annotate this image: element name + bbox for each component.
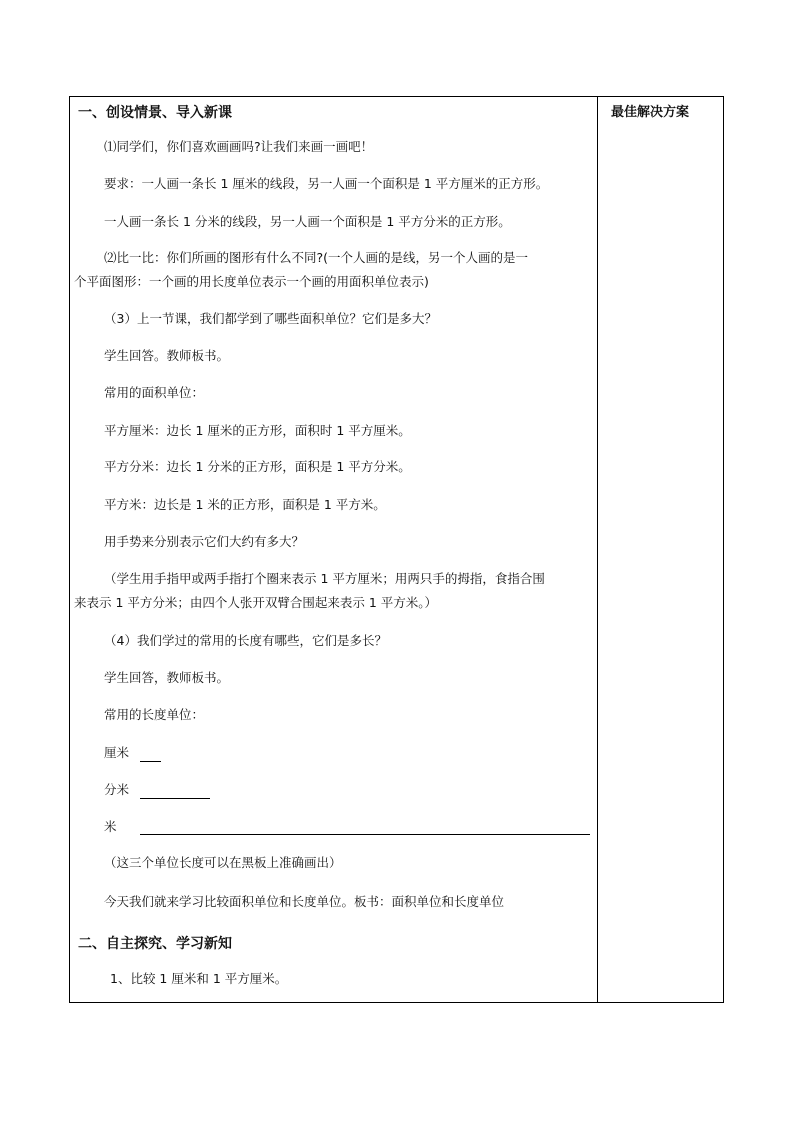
paragraph: 学生回答。教师板书。	[104, 348, 230, 363]
paragraph: （4）我们学过的常用的长度有哪些，它们是多长？	[104, 633, 387, 648]
paragraph: 常用的面积单位：	[104, 385, 205, 400]
lesson-table	[69, 96, 724, 1003]
paragraph: 今天我们就来学习比较面积单位和长度单位。板书：面积单位和长度单位	[104, 894, 505, 909]
unit-label-dm: 分米	[104, 782, 130, 797]
column-divider	[597, 97, 598, 1002]
paragraph: （这三个单位长度可以在黑板上准确画出）	[104, 855, 342, 870]
paragraph: 来表示 1 平方分米；由四个人张开双臂合围起来表示 1 平方米。）	[74, 595, 438, 610]
paragraph: 平方分米：边长 1 分米的正方形，面积是 1 平方分米。	[104, 459, 411, 474]
paragraph: 个平面图形：一个画的用长度单位表示一个画的用面积单位表示)	[74, 274, 429, 289]
section1-heading: 一、创设情景、导入新课	[78, 105, 232, 121]
paragraph: 用手势来分别表示它们大约有多大？	[104, 534, 305, 549]
section2-heading: 二、自主探究、学习新知	[78, 936, 232, 952]
unit-label-m: 米	[104, 819, 117, 834]
paragraph: 学生回答，教师板书。	[104, 670, 230, 685]
length-line-m	[140, 834, 590, 835]
side-column-title: 最佳解决方案	[611, 105, 690, 120]
paragraph: 常用的长度单位：	[104, 707, 205, 722]
paragraph: （学生用手指甲或两手指打个圈来表示 1 平方厘米；用两只手的拇指，食指合围	[104, 571, 545, 586]
length-line-cm	[140, 761, 161, 762]
paragraph: 平方厘米：边长 1 厘米的正方形，面积时 1 平方厘米。	[104, 423, 411, 438]
length-line-dm	[140, 798, 210, 799]
paragraph: ⑴同学们，你们喜欢画画吗?让我们来画一画吧！	[104, 139, 374, 154]
paragraph: 要求：一人画一条长 1 厘米的线段，另一人画一个面积是 1 平方厘米的正方形。	[104, 176, 549, 191]
unit-label-cm: 厘米	[104, 745, 130, 760]
paragraph: 一人画一条长 1 分米的线段，另一人画一个面积是 1 平方分米的正方形。	[104, 214, 511, 229]
paragraph: 平方米：边长是 1 米的正方形，面积是 1 平方米。	[104, 497, 386, 512]
paragraph: ⑵比一比：你们所画的图形有什么不同?(一个人画的是线，另一个人画的是一	[104, 250, 529, 265]
paragraph: （3）上一节课，我们都学到了哪些面积单位？它们是多大？	[104, 311, 437, 326]
paragraph: 1、比较 1 厘米和 1 平方厘米。	[110, 971, 288, 986]
